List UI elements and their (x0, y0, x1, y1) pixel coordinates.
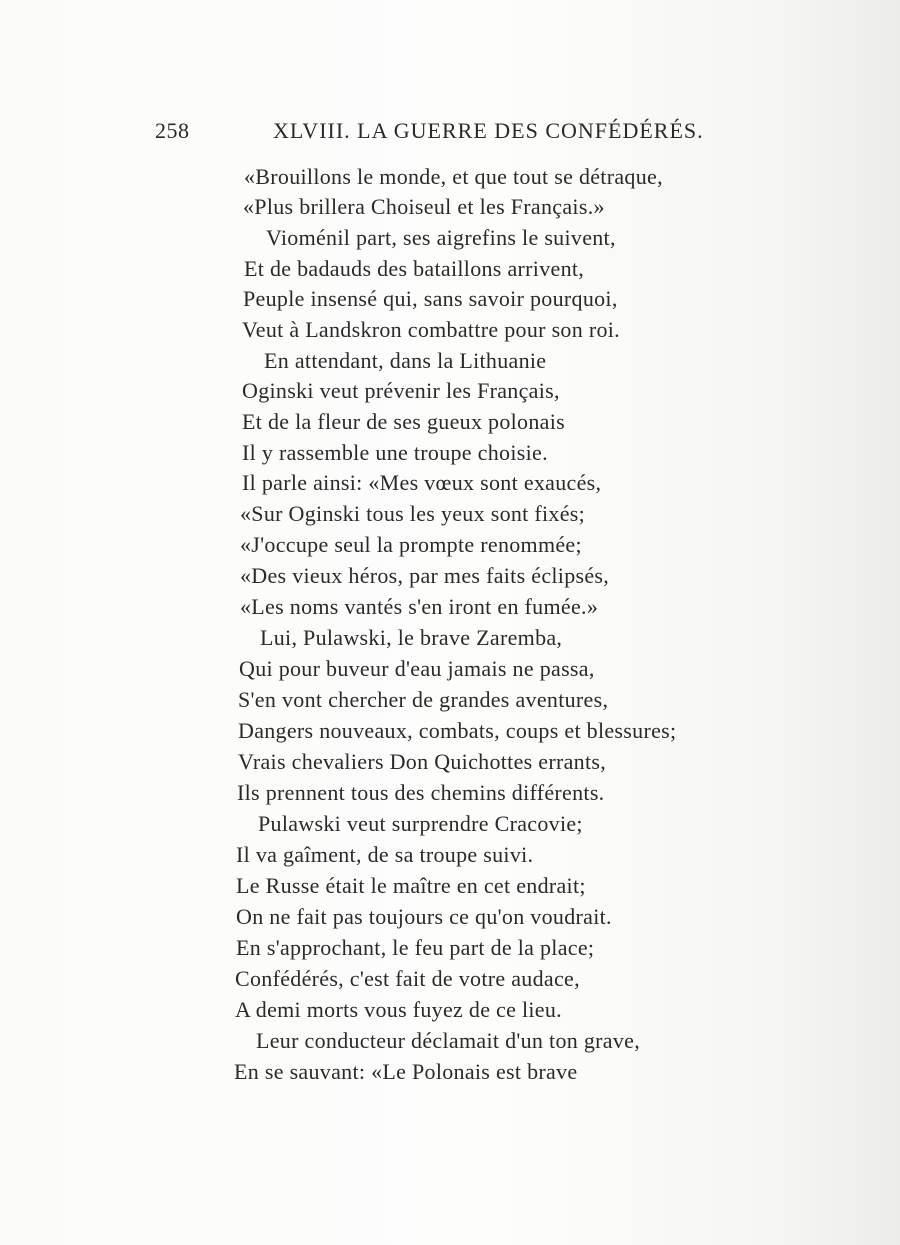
poem-line: «Sur Oginski tous les yeux sont fixés; (240, 501, 586, 526)
poem-line: Il y rassemble une troupe choisie. (242, 440, 548, 465)
page-header (155, 118, 725, 148)
poem-line: «Brouillons le monde, et que tout se détraque, (244, 164, 663, 189)
poem-line: «J'occupe seul la prompte renommée; (240, 532, 582, 557)
poem-line: En se sauvant: «Le Polonais est brave (234, 1059, 578, 1084)
poem-line: Peuple insensé qui, sans savoir pourquoi, (243, 286, 618, 311)
poem-line: Lui, Pulawski, le brave Zaremba, (260, 625, 563, 650)
poem-line: Le Russe était le maître en cet endrait; (236, 873, 586, 898)
poem-line: En attendant, dans la Lithuanie (264, 348, 547, 373)
poem-line: En s'approchant, le feu part de la place; (236, 935, 595, 960)
poem-line: Ils prennent tous des chemins différents. (237, 780, 605, 805)
poem-line: Oginski veut prévenir les Français, (242, 378, 560, 403)
poem-line: Confédérés, c'est fait de votre audace, (235, 966, 580, 991)
poem-line: Veut à Landskron combattre pour son roi. (242, 317, 620, 342)
poem-line: «Plus brillera Choiseul et les Français.» (243, 194, 605, 219)
poem-line: Il va gaîment, de sa troupe suivi. (236, 842, 534, 867)
poem-line: A demi morts vous fuyez de ce lieu. (235, 997, 562, 1022)
poem-line: S'en vont chercher de grandes aventures, (238, 687, 609, 712)
poem-line: «Les noms vantés s'en iront en fumée.» (240, 594, 599, 619)
poem-line: Et de la fleur de ses gueux polonais (242, 409, 565, 434)
poem-line: Vrais chevaliers Don Quichottes errants, (238, 749, 607, 774)
page-number: 258 (155, 118, 190, 143)
running-title: XLVIII. LA GUERRE DES CONFÉDÉRÉS. (273, 118, 704, 143)
poem-line: Et de badauds des bataillons arrivent, (244, 256, 585, 281)
poem-line: Dangers nouveaux, combats, coups et blessures; (238, 718, 677, 743)
poem-line: Vioménil part, ses aigrefins le suivent, (266, 225, 616, 250)
poem-line: Leur conducteur déclamait d'un ton grave, (256, 1028, 641, 1053)
poem-line: Il parle ainsi: «Mes vœux sont exaucés, (242, 470, 602, 495)
poem-line: Qui pour buveur d'eau jamais ne passa, (239, 656, 595, 681)
poem-line: On ne fait pas toujours ce qu'on voudrait. (236, 904, 612, 929)
poem-line: Pulawski veut surprendre Cracovie; (258, 811, 583, 836)
poem-line: «Des vieux héros, par mes faits éclipsés, (240, 563, 610, 588)
